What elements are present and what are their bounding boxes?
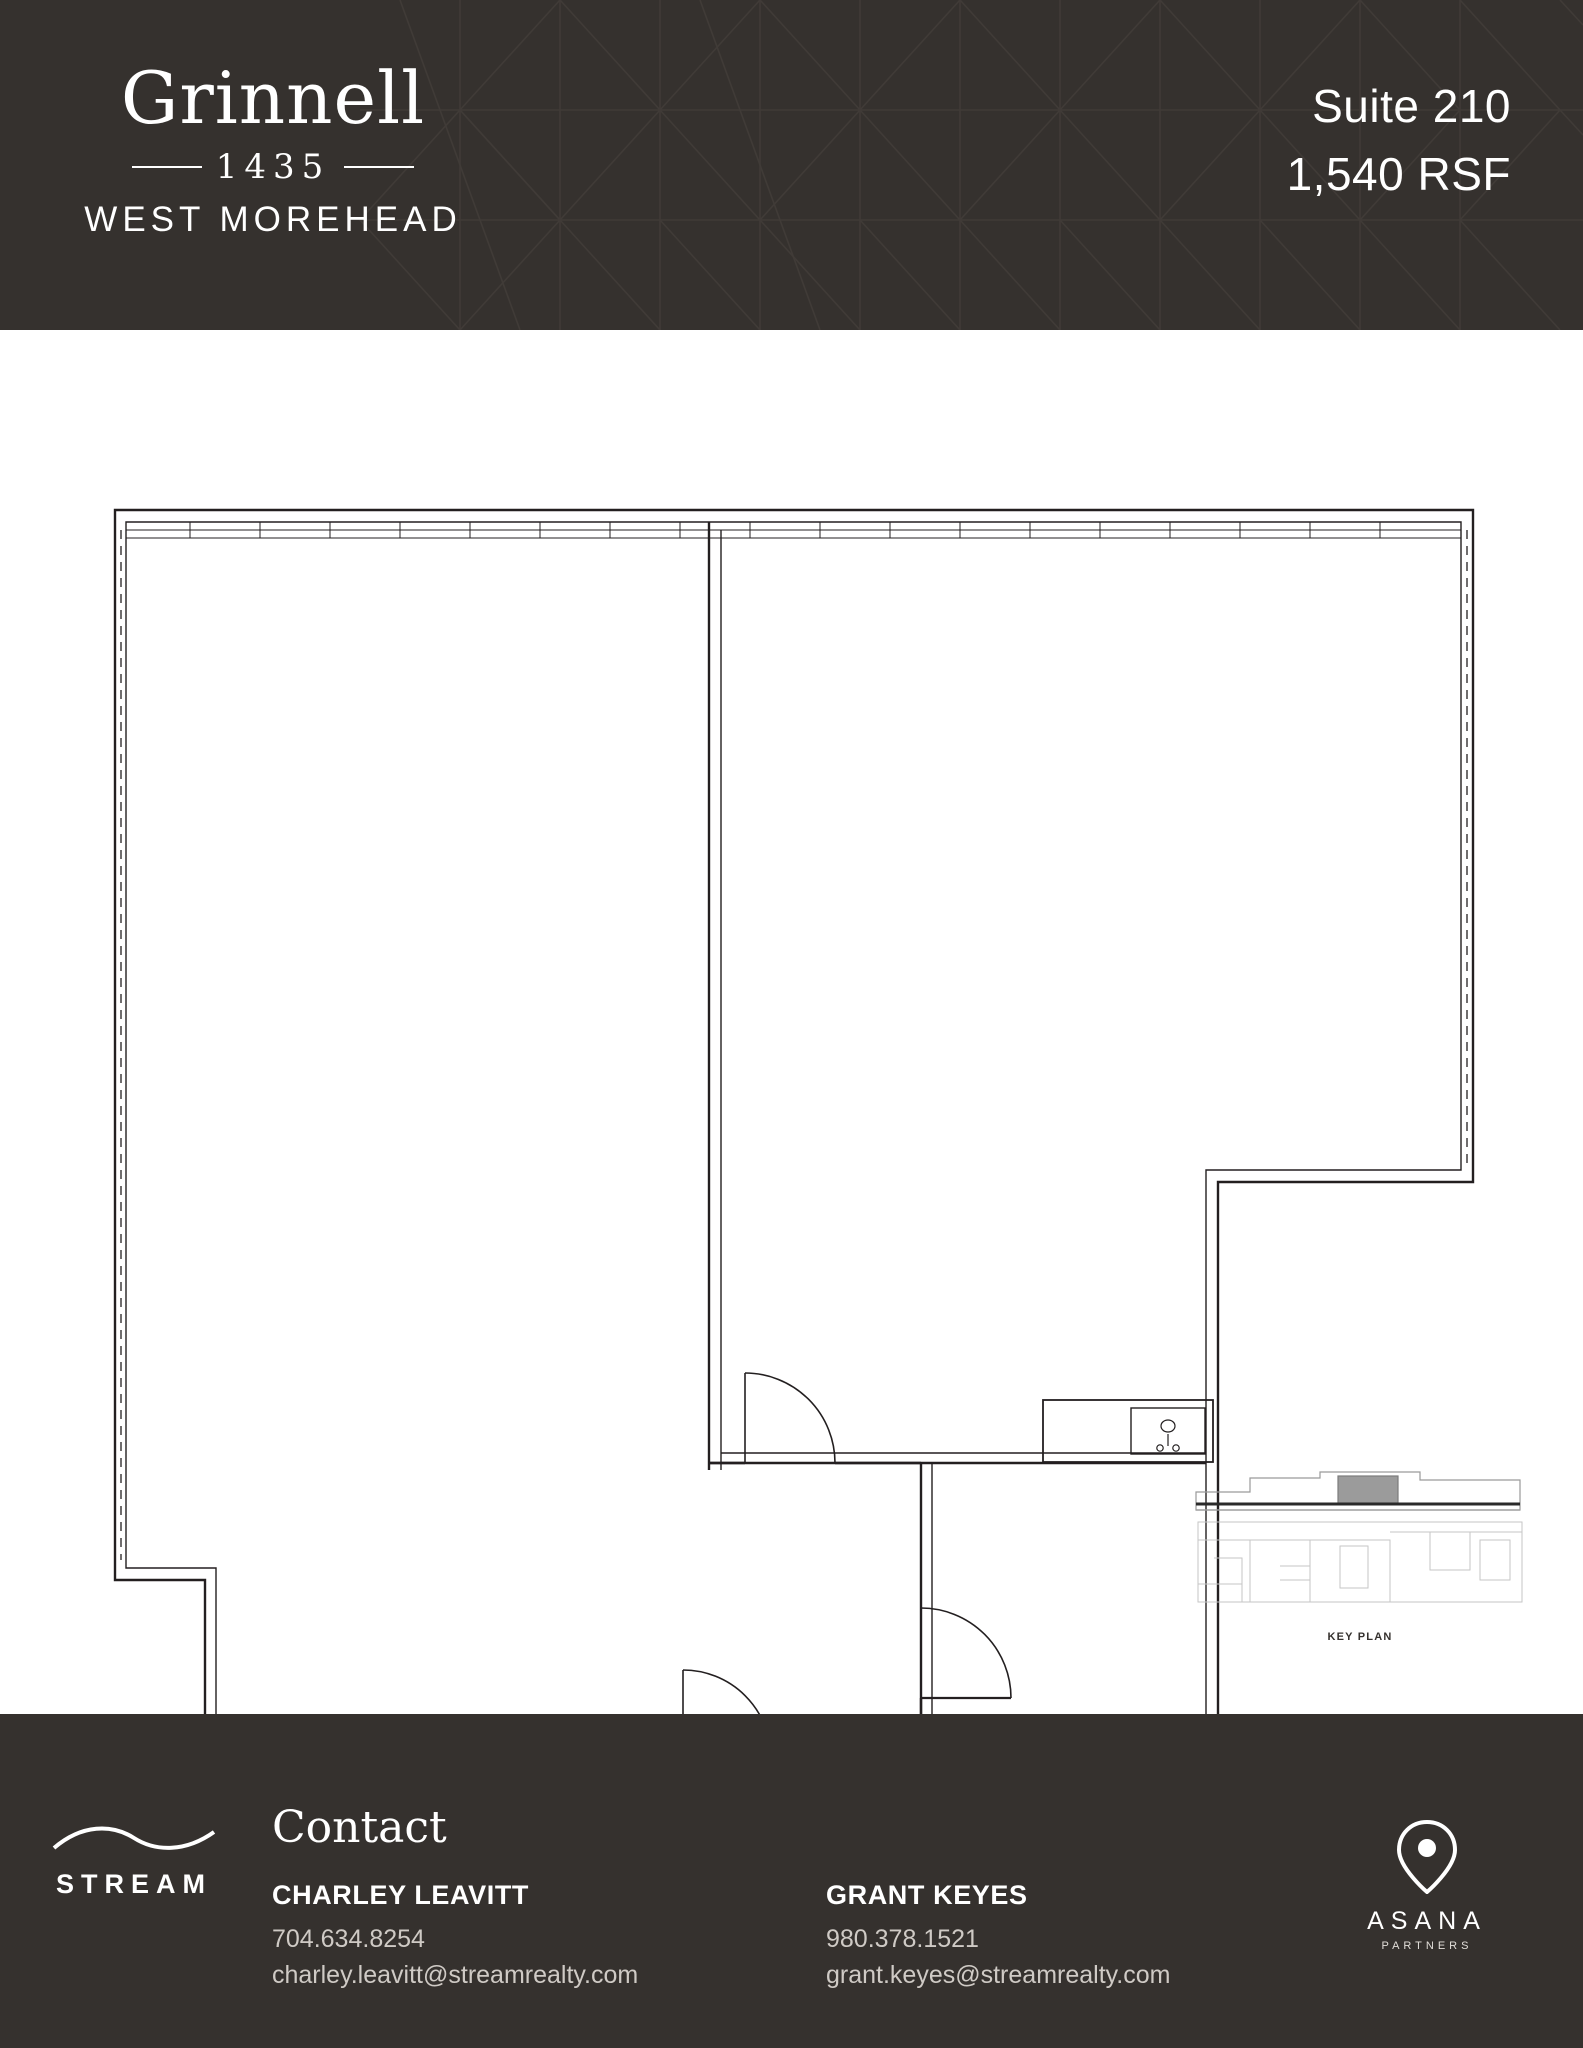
page-footer	[0, 1714, 1583, 2048]
floorplan-area	[0, 330, 1583, 1714]
logo-name: Grinnell	[120, 56, 426, 140]
key-plan-drawing	[1190, 1470, 1530, 1620]
contact-name: CHARLEY LEAVITT	[272, 1880, 530, 1910]
page-header	[0, 0, 1583, 330]
asana-partners-logo	[1327, 1820, 1527, 1952]
logo-number: 1435	[215, 147, 331, 187]
contact-block-2	[826, 1880, 1170, 1994]
contact-phone[interactable]: 980.378.1521	[826, 1925, 979, 1953]
logo-rule-left	[132, 166, 202, 168]
asana-subtitle: PARTNERS	[1381, 1940, 1473, 1952]
door-office-upper	[745, 1373, 835, 1463]
stream-wordmark: STREAM	[56, 1869, 212, 1899]
suite-area: 1,540 RSF	[1286, 147, 1511, 200]
key-plan	[1190, 1470, 1530, 1643]
key-plan-label: KEY PLAN	[1327, 1631, 1393, 1643]
contact-name: GRANT KEYES	[826, 1880, 1028, 1910]
contact-phone[interactable]: 704.634.8254	[272, 1925, 425, 1953]
logo-rule-right	[344, 166, 414, 168]
suite-info	[1287, 78, 1511, 203]
contact-block-1	[272, 1880, 638, 1994]
location-pin-icon	[1395, 1820, 1459, 1894]
logo-number-row	[58, 147, 488, 187]
door-lower-left	[683, 1670, 771, 1714]
door-right-office	[921, 1608, 1011, 1698]
asana-name: ASANA	[1367, 1907, 1487, 1935]
stream-mark-icon	[48, 1826, 220, 1860]
contact-email[interactable]: grant.keyes@streamrealty.com	[826, 1961, 1171, 1990]
suite-number: Suite 210	[1312, 80, 1511, 132]
stream-logo	[48, 1826, 220, 1900]
contact-heading: Contact	[272, 1802, 447, 1853]
contact-email[interactable]: charley.leavitt@streamrealty.com	[272, 1961, 639, 1990]
top-window-band	[126, 522, 1461, 538]
building-logo	[58, 56, 488, 240]
logo-subtitle: WEST MOREHEAD	[84, 200, 462, 239]
